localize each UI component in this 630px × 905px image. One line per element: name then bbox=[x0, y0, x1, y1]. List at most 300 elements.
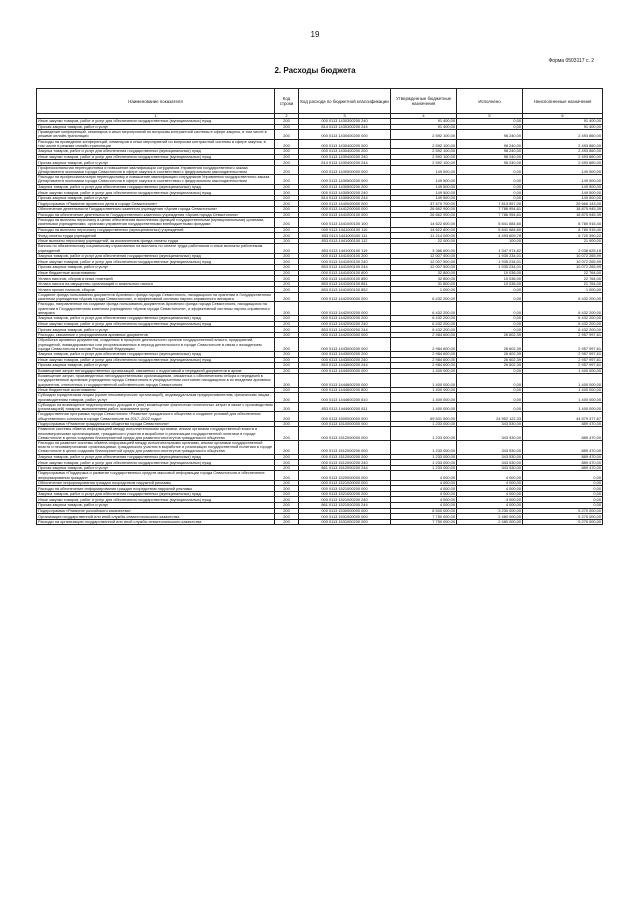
row-classification-code: 000 0113 1531000200 000 bbox=[299, 519, 391, 525]
row-classification-code: 000 0113 1512000200 200 bbox=[299, 454, 391, 460]
row-classification-code: 000 0113 1441000100 100 bbox=[299, 218, 391, 227]
row-executed: 0,00 bbox=[457, 302, 523, 316]
row-name: Субсидии на возмещение недополученных доходов и (или) возмещение фактически понесенных затрат в связи с производством (реализацией) товаров, выполнением работ, оказанием услуг bbox=[38, 402, 273, 412]
row-line-code: 200 bbox=[275, 465, 299, 471]
row-unexecuted: 18 875 945,39 bbox=[523, 212, 603, 218]
row-classification-code: 000 0113 1521000200 240 bbox=[299, 497, 391, 503]
table-body bbox=[37, 119, 603, 525]
row-line-code: 200 bbox=[275, 368, 299, 374]
row-unexecuted: 2 493 860,00 bbox=[523, 154, 603, 160]
row-approved: 2 984 600,00 bbox=[391, 332, 457, 338]
row-classification-code: 000 0113 1521000200 200 bbox=[299, 491, 391, 497]
row-executed: 24 952 122,33 bbox=[457, 412, 523, 421]
row-unexecuted: 5 270 000,00 bbox=[523, 519, 603, 525]
row-name: Закупка товаров, работ и услуг для обеспечения государственных (муниципальных) нужд bbox=[37, 454, 275, 460]
row-executed: 0,00 bbox=[457, 124, 523, 130]
row-executed: 0,00 bbox=[457, 175, 523, 184]
row-approved: 1 000,00 bbox=[391, 287, 457, 293]
header-line-code: Код строки bbox=[275, 89, 299, 114]
row-approved: 1 233 000,00 bbox=[391, 421, 457, 427]
row-approved: 1 233 000,00 bbox=[391, 427, 457, 441]
row-classification-code: 853 0113 1441000100 111 bbox=[299, 233, 391, 239]
row-line-code: 200 bbox=[275, 338, 299, 352]
row-approved: 4 000,00 bbox=[391, 497, 457, 503]
row-classification-code: 000 0113 1444000000 000 bbox=[299, 368, 391, 374]
row-executed: 4 000,00 bbox=[457, 491, 523, 497]
row-line-code: 200 bbox=[275, 139, 299, 148]
row-name: Проведение конференций, семинаров и иных мероприятий по вопросам контрактной системы в сфере закупок, в том числе в режиме онлайн-трансляции bbox=[37, 130, 275, 139]
row-approved: 4 000,00 bbox=[391, 471, 457, 480]
row-classification-code: 000 0113 1443000200 000 bbox=[299, 338, 391, 352]
row-line-code: 200 bbox=[275, 227, 299, 233]
row-approved: 31 800,00 bbox=[391, 281, 457, 287]
row-executed: 343 530,00 bbox=[457, 421, 523, 427]
row-executed: 4 000,00 bbox=[457, 503, 523, 509]
table-row bbox=[37, 374, 603, 388]
row-line-code: 200 bbox=[275, 190, 299, 196]
row-unexecuted: 22 764,00 bbox=[523, 276, 603, 282]
row-approved: 4 000,00 bbox=[391, 480, 457, 486]
row-line-code: 200 bbox=[275, 233, 299, 239]
row-approved: 4 000,00 bbox=[391, 491, 457, 497]
table-row bbox=[37, 402, 603, 411]
row-approved: 32 800,00 bbox=[391, 270, 457, 276]
row-line-code: 200 bbox=[275, 351, 299, 357]
row-unexecuted: 149 500,00 bbox=[523, 190, 603, 196]
row-executed: 26 602,39 bbox=[457, 363, 523, 369]
row-classification-code: 000 0113 1521000000 000 bbox=[299, 480, 391, 486]
row-name: Расходы на выплаты персоналу государственных (муниципальных) учреждений bbox=[37, 227, 275, 233]
column-number: 3 bbox=[299, 114, 391, 119]
row-unexecuted: 1 400 000,00 bbox=[523, 374, 603, 388]
row-classification-code: 814 0113 1430300200 244 bbox=[299, 124, 391, 130]
row-approved: 2 592 100,00 bbox=[391, 139, 457, 148]
row-classification-code: 000 0113 1441000100 850 bbox=[299, 276, 391, 282]
row-unexecuted: 1 400 000,00 bbox=[523, 368, 603, 374]
row-approved: 7 750 000,00 bbox=[391, 514, 457, 520]
row-executed: 98 240,00 bbox=[457, 149, 523, 155]
row-name: Прочая закупка товаров, работ и услуг bbox=[37, 264, 275, 270]
row-line-code: 200 bbox=[275, 454, 299, 460]
row-executed: 4 493 609,78 bbox=[457, 233, 523, 239]
row-name: Создание фонда пользования документов Архивного фонда города Севастополя, находящихся на хранении в Государственном казенном учреждении «Архив города Севастополя», и эффективной системы научно-справочного аппарата bbox=[37, 292, 275, 301]
row-unexecuted: 2 957 997,61 bbox=[523, 357, 603, 363]
row-unexecuted: 889 470,00 bbox=[523, 465, 603, 471]
row-approved: 1 400 000,00 bbox=[391, 402, 457, 411]
row-executed: 4 000,00 bbox=[457, 471, 523, 480]
row-approved: 12 007 500,00 bbox=[391, 253, 457, 259]
row-approved: 2 984 600,00 bbox=[391, 363, 457, 369]
row-name: Закупка товаров, работ и услуг для обеспечения государственных (муниципальных) нужд bbox=[37, 253, 275, 259]
row-classification-code: 000 0113 1430300200 240 bbox=[299, 119, 391, 125]
row-classification-code: 000 0113 1442000200 200 bbox=[299, 315, 391, 321]
row-approved: 1 400 000,00 bbox=[391, 374, 457, 388]
row-name: Подпрограмма «Развитие российского казачества» bbox=[37, 508, 275, 514]
row-name: Иные выплаты персоналу учреждений, за исключением фонда оплаты труда bbox=[37, 238, 275, 244]
row-approved: 69 531 500,00 bbox=[391, 412, 457, 421]
row-executed: 0,00 bbox=[457, 292, 523, 301]
row-classification-code: 861 0113 1521000200 244 bbox=[299, 503, 391, 509]
row-unexecuted: 5 270 000,00 bbox=[523, 508, 603, 514]
form-code: Форма 0503117 с. 2 bbox=[548, 58, 594, 64]
row-line-code: 200 bbox=[275, 480, 299, 486]
row-approved: 14 622 600,00 bbox=[391, 218, 457, 227]
row-name: Расходы на организацию государственной или иной службы севастопольского казачества bbox=[37, 519, 275, 525]
row-executed: 3 230 000,00 bbox=[457, 508, 523, 514]
table-row bbox=[37, 139, 603, 148]
row-name: Закупка товаров, работ и услуг для обеспечения государственных (муниципальных) нужд bbox=[37, 491, 275, 497]
row-approved: 149 500,00 bbox=[391, 184, 457, 190]
row-classification-code: 000 0113 1441200000 000 bbox=[299, 206, 391, 212]
row-line-code: 200 bbox=[275, 184, 299, 190]
table-row bbox=[37, 130, 603, 139]
row-approved: 14 622 600,00 bbox=[391, 227, 457, 233]
row-approved: 4 000,00 bbox=[391, 486, 457, 492]
row-executed: 26 602,39 bbox=[457, 357, 523, 363]
row-approved: 6 432 200,00 bbox=[391, 292, 457, 301]
row-line-code: 200 bbox=[275, 519, 299, 525]
row-unexecuted: 6 720 390,22 bbox=[523, 233, 603, 239]
row-line-code: 200 bbox=[275, 165, 299, 174]
row-line-code: 200 bbox=[275, 486, 299, 492]
row-executed: 98 240,00 bbox=[457, 130, 523, 139]
row-name: Обеспечение информирования граждан посредством наружной рекламы bbox=[37, 480, 275, 486]
row-unexecuted: 8 780 915,40 bbox=[523, 218, 603, 227]
row-unexecuted: 10 072 265,99 bbox=[523, 253, 603, 259]
row-executed: 0,00 bbox=[457, 374, 523, 388]
header-name: Наименование показателя bbox=[37, 89, 275, 114]
row-name: Расходы на обеспечение информирования граждан посредством наружной рекламы bbox=[37, 486, 275, 492]
row-classification-code: 000 0113 1444600200 000 bbox=[299, 374, 391, 388]
row-executed: 0,00 bbox=[457, 165, 523, 174]
table-row bbox=[37, 244, 603, 253]
row-unexecuted: 2 493 860,00 bbox=[523, 130, 603, 139]
row-name: Расходы на обеспечение деятельности Государственного казенного учреждения «Архив города Севастополя» bbox=[37, 212, 275, 218]
row-name: Иные закупки товаров, работ и услуг для обеспечения государственных (муниципальных) нужд bbox=[37, 190, 275, 196]
row-name: Уплата прочих налогов, сборов bbox=[37, 287, 275, 293]
row-line-code: 200 bbox=[275, 259, 299, 265]
row-line-code: 200 bbox=[275, 387, 299, 393]
column-number: 1 bbox=[37, 114, 275, 119]
row-line-code: 200 bbox=[275, 440, 299, 454]
row-executed: 4 000,00 bbox=[457, 486, 523, 492]
row-approved: 2 592 100,00 bbox=[391, 154, 457, 160]
row-executed: 1 347 974,82 bbox=[457, 244, 523, 253]
row-name: Профессиональная переподготовка и повышение квалификации сотрудников Управления государственного заказа Департамента экономики города Севастополя в сфере закупок в соответствии с федеральным законодательством bbox=[37, 165, 275, 174]
row-executed: 1 935 234,01 bbox=[457, 259, 523, 265]
row-name: Фонд оплаты труда учреждений bbox=[37, 233, 275, 239]
row-executed: 343 530,00 bbox=[457, 460, 523, 466]
row-classification-code: 000 0113 1430500200 200 bbox=[299, 184, 391, 190]
row-name: Иные закупки товаров, работ и услуг для обеспечения государственных (муниципальных) нужд bbox=[37, 154, 275, 160]
row-name: Прочая закупка товаров, работ и услуг bbox=[37, 160, 275, 166]
row-approved: 12 007 500,00 bbox=[391, 264, 457, 270]
section-title: 2. Расходы бюджета bbox=[274, 66, 356, 75]
row-line-code: 200 bbox=[275, 508, 299, 514]
row-unexecuted: 149 500,00 bbox=[523, 175, 603, 184]
row-name: Возмещение затрат, произведенных негосударственными организациями, связанных с обеспечением отбора и передачей в государственные архивные учреждения города Севастополя в упорядоченном состоянии находящихся в их владении архивных документов, отнесенных к государственной собственности города Севастополя bbox=[37, 374, 275, 388]
row-classification-code: 853 0113 1441000100 112 bbox=[299, 238, 391, 244]
row-classification-code: 000 0113 1443000200 240 bbox=[299, 357, 391, 363]
row-executed: 10 036,00 bbox=[457, 281, 523, 287]
row-classification-code: 853 0113 1443000200 244 bbox=[299, 363, 391, 369]
row-line-code: 200 bbox=[275, 514, 299, 520]
row-classification-code: 000 0113 1441000100 110 bbox=[299, 227, 391, 233]
row-classification-code: 000 0113 1441000100 200 bbox=[299, 253, 391, 259]
row-name: Закупка товаров, работ и услуг для обеспечения государственных (муниципальных) нужд bbox=[37, 184, 275, 190]
row-unexecuted: 889 470,00 bbox=[523, 421, 603, 427]
row-name: Взносы по обязательному социальному страхованию на выплаты по оплате труда работников и иные выплаты работникам учреждений bbox=[37, 244, 275, 253]
row-name: Иные закупки товаров, работ и услуг для обеспечения государственных (муниципальных) нужд bbox=[37, 357, 275, 363]
row-unexecuted: 2 957 997,61 bbox=[523, 332, 603, 338]
row-unexecuted: 2 493 860,00 bbox=[523, 160, 603, 166]
row-executed: 98 240,00 bbox=[457, 154, 523, 160]
row-approved: 2 592 100,00 bbox=[391, 130, 457, 139]
row-unexecuted: 0,00 bbox=[523, 497, 603, 503]
row-unexecuted: 29 666 143,00 bbox=[523, 201, 603, 207]
row-name: Прочая закупка товаров, работ и услуг bbox=[37, 465, 275, 471]
row-classification-code: 000 0113 1531000000 000 bbox=[299, 514, 391, 520]
row-line-code: 200 bbox=[275, 244, 299, 253]
row-line-code: 200 bbox=[275, 264, 299, 270]
table-row bbox=[37, 440, 603, 454]
row-approved: 4 000,00 bbox=[391, 503, 457, 509]
row-executed: 0,00 bbox=[457, 190, 523, 196]
column-number: 5 bbox=[457, 114, 523, 119]
row-unexecuted: 91 400,00 bbox=[523, 124, 603, 130]
row-unexecuted: 149 500,00 bbox=[523, 165, 603, 174]
row-approved: 3 386 600,00 bbox=[391, 244, 457, 253]
row-line-code: 200 bbox=[275, 238, 299, 244]
row-executed: 7 813 557,00 bbox=[457, 201, 523, 207]
row-line-code: 200 bbox=[275, 281, 299, 287]
row-approved: 2 984 600,00 bbox=[391, 357, 457, 363]
row-name: Закупка товаров, работ и услуг для обеспечения государственных (муниципальных) нужд bbox=[37, 351, 275, 357]
row-line-code: 200 bbox=[275, 363, 299, 369]
row-approved: 1 233 000,00 bbox=[391, 465, 457, 471]
row-approved: 26 662 900,00 bbox=[391, 206, 457, 212]
row-line-code: 200 bbox=[275, 402, 299, 411]
row-classification-code: 000 0113 1530000000 000 bbox=[299, 508, 391, 514]
row-unexecuted: 889 470,00 bbox=[523, 440, 603, 454]
row-unexecuted: 8 780 915,40 bbox=[523, 227, 603, 233]
row-classification-code: 000 0113 1444600200 800 bbox=[299, 387, 391, 393]
table-row bbox=[37, 218, 603, 227]
row-classification-code: 000 0113 1430500200 000 bbox=[299, 175, 391, 184]
row-line-code: 200 bbox=[275, 421, 299, 427]
row-name: Подпрограмма «Развитие архивного дела в городе Севастополе» bbox=[37, 201, 275, 207]
row-executed: 0,00 bbox=[457, 119, 523, 125]
row-name: Иные бюджетные ассигнования bbox=[37, 387, 275, 393]
row-classification-code: 000 0113 1442000000 000 bbox=[299, 292, 391, 301]
row-executed: 5 841 684,60 bbox=[457, 227, 523, 233]
row-executed: 0,00 bbox=[457, 327, 523, 333]
row-line-code: 200 bbox=[275, 212, 299, 218]
row-classification-code: 814 0113 1430400200 244 bbox=[299, 160, 391, 166]
table-row bbox=[37, 175, 603, 184]
row-classification-code: 000 0113 1443000200 200 bbox=[299, 351, 391, 357]
table-row bbox=[37, 427, 603, 441]
table-row bbox=[37, 165, 603, 174]
row-executed: 0,00 bbox=[457, 287, 523, 293]
table-row bbox=[37, 292, 603, 301]
row-name: Иные закупки товаров, работ и услуг для обеспечения государственных (муниципальных) нужд bbox=[37, 321, 275, 327]
row-classification-code: 000 0113 1512000200 000 bbox=[299, 440, 391, 454]
row-unexecuted: 10 072 265,99 bbox=[523, 259, 603, 265]
row-name: Расходы на профессиональную переподготовку и повышение квалификации сотрудников Управления государственного заказа Департамента экономики города Севастополя в сфере закупок в соответствии с федеральным законодательством bbox=[37, 175, 275, 184]
row-classification-code: 000 0113 1441000100 800 bbox=[299, 270, 391, 276]
row-executed: 0,00 bbox=[457, 195, 523, 201]
row-classification-code: 000 0113 1442000300 000 bbox=[299, 332, 391, 338]
column-number: 6 bbox=[523, 114, 603, 119]
row-line-code: 200 bbox=[275, 276, 299, 282]
row-unexecuted: 0,00 bbox=[523, 503, 603, 509]
row-executed: 4 000,00 bbox=[457, 480, 523, 486]
row-name: Иные закупки товаров, работ и услуг для обеспечения государственных (муниципальных) нужд bbox=[37, 119, 275, 125]
row-approved: 149 500,00 bbox=[391, 165, 457, 174]
row-line-code: 200 bbox=[275, 315, 299, 321]
row-executed: 26 602,39 bbox=[457, 338, 523, 352]
row-classification-code: 000 0113 1510000000 000 bbox=[299, 421, 391, 427]
row-unexecuted: 0,00 bbox=[523, 471, 603, 480]
row-line-code: 200 bbox=[275, 287, 299, 293]
row-name: Прочая закупка товаров, работ и услуг bbox=[37, 503, 275, 509]
row-unexecuted: 6 432 200,00 bbox=[523, 321, 603, 327]
row-name: Подпрограмма «Развитие гражданского общества города Севастополя» bbox=[37, 421, 275, 427]
row-line-code: 200 bbox=[275, 327, 299, 333]
row-line-code: 200 bbox=[275, 218, 299, 227]
row-line-code: 200 bbox=[275, 206, 299, 212]
row-approved: 6 432 200,00 bbox=[391, 302, 457, 316]
row-executed: 4 000,00 bbox=[457, 497, 523, 503]
row-approved: 149 500,00 bbox=[391, 175, 457, 184]
row-classification-code: 000 0113 1430500000 000 bbox=[299, 165, 391, 174]
row-classification-code: 853 0113 1441000100 852 bbox=[299, 287, 391, 293]
row-classification-code: 853 0113 1441000100 119 bbox=[299, 244, 391, 253]
row-executed: 343 530,00 bbox=[457, 440, 523, 454]
row-approved: 32 800,00 bbox=[391, 276, 457, 282]
row-name: Подпрограмма «Поддержка и развитие государственных средств массовой информации города Севастополя и обеспечение информирования граждан» bbox=[37, 471, 275, 480]
row-approved: 11 214 000,00 bbox=[391, 233, 457, 239]
header-classification-code: Код расхода по бюджетной классификации bbox=[299, 89, 391, 114]
row-executed: 26 602,39 bbox=[457, 332, 523, 338]
row-approved: 1 233 000,00 bbox=[391, 460, 457, 466]
table-row bbox=[37, 338, 603, 352]
row-classification-code: 853 0113 1442000200 244 bbox=[299, 327, 391, 333]
row-line-code: 200 bbox=[275, 471, 299, 480]
row-unexecuted: 2 038 625,18 bbox=[523, 244, 603, 253]
row-approved: 1 233 000,00 bbox=[391, 440, 457, 454]
row-unexecuted: 6 432 200,00 bbox=[523, 292, 603, 301]
row-classification-code: 853 0113 1441000100 851 bbox=[299, 281, 391, 287]
table-row bbox=[37, 393, 603, 402]
row-executed: 343 530,00 bbox=[457, 427, 523, 441]
row-line-code: 200 bbox=[275, 253, 299, 259]
row-unexecuted: 21 900,00 bbox=[523, 238, 603, 244]
row-name: Иные закупки товаров, работ и услуг для обеспечения государственных (муниципальных) нужд bbox=[37, 460, 275, 466]
row-approved: 6 432 200,00 bbox=[391, 315, 457, 321]
row-unexecuted: 1 400 000,00 bbox=[523, 387, 603, 393]
row-unexecuted: 149 500,00 bbox=[523, 184, 603, 190]
row-unexecuted: 0,00 bbox=[523, 480, 603, 486]
row-executed: 98 240,00 bbox=[457, 160, 523, 166]
row-classification-code: 000 0113 1512000000 000 bbox=[299, 427, 391, 441]
row-approved: 91 400,00 bbox=[391, 119, 457, 125]
row-name: Иные закупки товаров, работ и услуг для обеспечения государственных (муниципальных) нужд bbox=[37, 497, 275, 503]
table-row bbox=[37, 302, 603, 316]
row-approved: 149 500,00 bbox=[391, 195, 457, 201]
row-line-code: 200 bbox=[275, 160, 299, 166]
row-name: Закупка товаров, работ и услуг для обеспечения государственных (муниципальных) нужд bbox=[37, 149, 275, 155]
row-executed: 0,00 bbox=[457, 368, 523, 374]
row-executed: 10 036,00 bbox=[457, 270, 523, 276]
row-unexecuted: 1 400 000,00 bbox=[523, 393, 603, 402]
row-classification-code: 000 0113 1520000000 000 bbox=[299, 471, 391, 480]
row-line-code: 200 bbox=[275, 195, 299, 201]
row-classification-code: 814 0113 1430500200 244 bbox=[299, 195, 391, 201]
row-name: Расходы, связанные с упорядочением архивных документов bbox=[37, 332, 275, 338]
row-executed: 0,00 bbox=[457, 402, 523, 411]
row-line-code: 200 bbox=[275, 302, 299, 316]
row-classification-code: 000 0113 1441000100 240 bbox=[299, 259, 391, 265]
row-name: Расходы на развитие системы обмена информацией между исполнительными органами, иными органами государственной власти и некоммерческими организациями, гражданского участия в выработке и реализации государственной политики в городе Севастополе в целях создания благоприятной среды для развития институтов гражданского общества bbox=[37, 440, 275, 454]
row-name: Прочая закупка товаров, работ и услуг bbox=[37, 363, 275, 369]
row-line-code: 200 bbox=[275, 149, 299, 155]
row-line-code: 200 bbox=[275, 332, 299, 338]
row-name: Расходы на проведение конференций, семинаров и иных мероприятий по вопросам контрактной системы в сфере закупок, в том числе в режиме онлайн-трансляции bbox=[37, 139, 275, 148]
row-unexecuted: 91 400,00 bbox=[523, 119, 603, 125]
row-executed: 26 602,39 bbox=[457, 351, 523, 357]
row-approved: 1 400 000,00 bbox=[391, 387, 457, 393]
row-name: Развитие системы обмена информацией между исполнительными органами, иными органами государственной власти и некоммерческими организациями, гражданского участия в выработке и реализации государственной политики в городе Севастополе в целях создания благоприятной среды для развития институтов гражданского общества bbox=[37, 427, 275, 441]
row-name: Прочая закупка товаров, работ и услуг bbox=[37, 124, 275, 130]
row-unexecuted: 889 470,00 bbox=[523, 460, 603, 466]
table-header-row bbox=[37, 89, 603, 114]
row-unexecuted: 889 470,00 bbox=[523, 454, 603, 460]
row-unexecuted: 889 470,00 bbox=[523, 427, 603, 441]
header-approved: Утвержденные бюджетные назначения bbox=[391, 89, 457, 114]
row-line-code: 200 bbox=[275, 374, 299, 388]
row-line-code: 200 bbox=[275, 130, 299, 139]
row-line-code: 200 bbox=[275, 321, 299, 327]
row-approved: 2 592 100,00 bbox=[391, 160, 457, 166]
row-executed: 0,00 bbox=[457, 184, 523, 190]
row-name: Прочая закупка товаров, работ и услуг bbox=[37, 195, 275, 201]
row-executed: 98 240,00 bbox=[457, 139, 523, 148]
row-line-code: 200 bbox=[275, 427, 299, 441]
row-name: Закупка товаров, работ и услуг для обеспечения государственных (муниципальных) нужд bbox=[37, 315, 275, 321]
row-line-code: 200 bbox=[275, 175, 299, 184]
table-row bbox=[37, 471, 603, 480]
row-executed: 5 841 684,60 bbox=[457, 218, 523, 227]
row-unexecuted: 18 875 945,39 bbox=[523, 206, 603, 212]
row-unexecuted: 0,00 bbox=[523, 491, 603, 497]
page-number: 19 bbox=[310, 30, 320, 39]
table-row bbox=[37, 412, 603, 421]
row-line-code: 200 bbox=[275, 393, 299, 402]
row-unexecuted: 0,00 bbox=[523, 486, 603, 492]
row-unexecuted: 2 493 860,00 bbox=[523, 149, 603, 155]
row-executed: 0,00 bbox=[457, 393, 523, 402]
row-executed: 100,00 bbox=[457, 238, 523, 244]
row-line-code: 200 bbox=[275, 357, 299, 363]
row-classification-code: 853 0113 1444600200 811 bbox=[299, 402, 391, 411]
row-approved: 1 400 000,00 bbox=[391, 368, 457, 374]
row-approved: 7 750 000,00 bbox=[391, 519, 457, 525]
row-line-code: 200 bbox=[275, 292, 299, 301]
row-line-code: 200 bbox=[275, 460, 299, 466]
row-executed: 0,00 bbox=[457, 387, 523, 393]
